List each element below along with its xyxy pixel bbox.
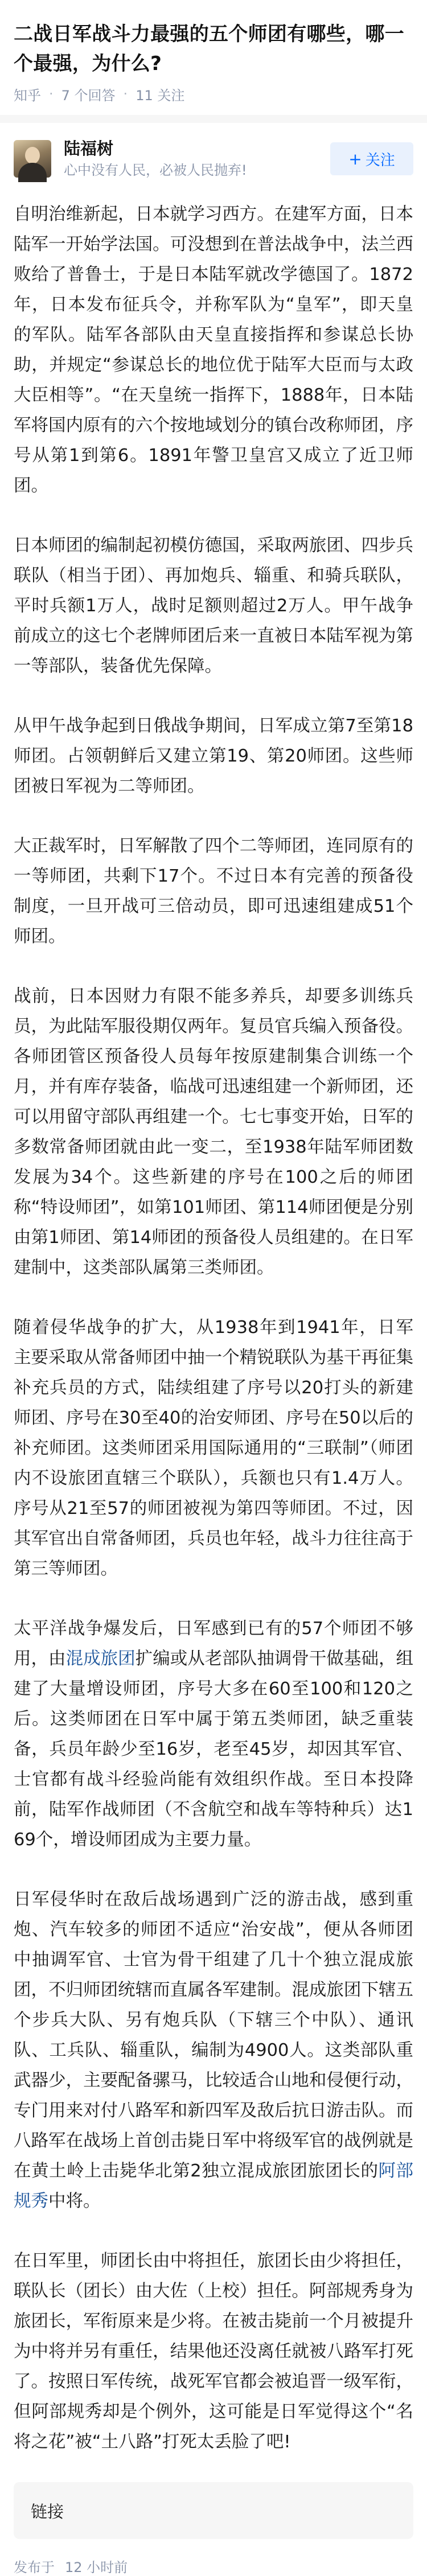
answer-count[interactable]: 7 个回答 — [61, 87, 116, 104]
meta-separator: · — [49, 86, 54, 102]
section-divider — [0, 115, 427, 123]
answer-paragraph: 战前，日本因财力有限不能多养兵，却要多训练兵员，为此陆军服役期仅两年。复员官兵编入预备役。各师团管区预备役人员每年按原建制集合训练一个月，并有库存装备，临战可迅速组建一个新师团，还可以用留守部队再组建一个。七七事变开始，日军的多数常备师团就由此一变二，至1938年陆军师团数发展为34个。这些新建的序号在100之后的师团称“特设师团”，如第101师团、第114师团便是分别由第1师团、第14师团的预备役人员组建的。在日军建制中，这类部队属第三类师团。 — [14, 986, 413, 1278]
answer-paragraph: 在日军里，师团长由中将担任，旅团长由少将担任，联队长（团长）由大佐（上校）担任。阿部规秀身为旅团长，军衔原来是少将。在被击毙前一个月被提升为中将并另有重任，结果他还没离任就被八路军打死了。按照日军传统，战死军官都会被追晋一级军衔，但阿部规秀却是个例外，这可能是日军觉得这个“名将之花”被“土八路”打死太丢脸了吧! — [14, 2251, 413, 2452]
answer-paragraph: 从甲午战争起到日俄战争期间，日军成立第7至第18师团。占领朝鲜后又建立第19、第20师团。这些师团被日军视为二等师团。 — [14, 716, 413, 796]
answer-paragraph: 大正裁军时，日军解散了四个二等师团，连同原有的一等师团，共剩下17个。不过日本有完善的预备役制度，一旦开战可三倍动员，即可迅速组建成51个师团。 — [14, 836, 413, 947]
inline-link[interactable]: 混成旅团 — [65, 1649, 136, 1669]
plus-icon: + — [348, 149, 362, 168]
follow-label: 关注 — [365, 151, 395, 169]
answer-content — [0, 199, 427, 2457]
question-header — [0, 0, 427, 104]
author-row — [0, 123, 427, 192]
avatar[interactable] — [14, 140, 51, 178]
question-title[interactable]: 二战日军战斗力最强的五个师团有哪些，哪一个最强，为什么? — [14, 23, 404, 75]
link-card-label: 链接 — [31, 2501, 64, 2521]
author-info — [64, 138, 330, 180]
answer-paragraph: 日本师团的编制起初模仿德国，采取两旅团、四步兵联队（相当于团）、再加炮兵、辎重、和骑兵联队，平时兵额1万人，战时足额则超过2万人。甲午战争前成立的这七个老牌师团后来一直被日本陆军视为第一等部队，装备优先保障。 — [14, 536, 413, 676]
author-bio: 心中没有人民，必被人民抛弃! — [64, 162, 247, 178]
publish-time: 12 小时前 — [65, 2559, 128, 2575]
avatar-body — [18, 163, 47, 182]
avatar-face — [25, 147, 40, 164]
source-label[interactable]: 知乎 — [14, 87, 41, 104]
follower-count[interactable]: 11 关注 — [136, 87, 185, 104]
answer-paragraph: 自明治维新起，日本就学习西方。在建军方面，日本陆军一开始学法国。可没想到在普法战争中，法兰西败给了普鲁士，于是日本陆军就改学德国了。1872年，日本发布征兵令，并称军队为“皇军”，即天皇的军队。陆军各部队由天皇直接指挥和参谋总长协助，并规定“参谋总长的地位优于陆军大臣而与太政大臣相等”。“在天皇统一指挥下，1888年，日本陆军将国内原有的六个按地域划分的镇台改称师团，序号从第1到第6。1891年警卫皇宫又成立了近卫师团。 — [14, 204, 413, 496]
follow-button[interactable] — [330, 142, 413, 175]
answer-paragraph: 日军侵华时在敌后战场遇到广泛的游击战，感到重炮、汽车较多的师团不适应“治安战”，便从各师团中抽调军官、士官为骨干组建了几十个独立混成旅团，不归师团统辖而直属各军建制。混成旅团下辖五个步兵大队、另有炮兵队（下辖三个中队）、通讯队、工兵队、辎重队，编制为4900人。这类部队重武器少，主要配备骡马，比较适合山地和侵便行动，专门用来对付八路军和新四军及敌后抗日游击队。而八路军在战场上首创击毙日军中将级军官的战例就是在黄土岭上击毙华北第2独立混成旅团旅团长的阿部规秀中将。 — [14, 1890, 414, 2211]
question-meta — [14, 84, 413, 104]
answer-paragraph: 随着侵华战争的扩大，从1938年到1941年，日军主要采取从常备师团中抽一个精锐联队为基干再征集补充兵员的方式，陆续组建了序号以20打头的新建师团、序号在30至40的治安师团、序号在50以后的补充师团。这类师团采用国际通用的“三联制”（师团内不设旅团直辖三个联队），兵额也只有1.4万人。序号从21至57的师团被视为第四等师团。不过，因其军官出自常备师团，兵员也年轻，战斗力往往高于第三等师团。 — [14, 1318, 413, 1579]
answer-footer — [14, 2556, 413, 2576]
inline-link[interactable]: 阿部规秀 — [14, 2161, 414, 2211]
publish-action: 发布于 — [14, 2559, 55, 2575]
meta-separator: · — [123, 86, 128, 102]
author-name[interactable]: 陆福树 — [64, 139, 114, 158]
answer-paragraph: 太平洋战争爆发后，日军感到已有的57个师团不够用，由混成旅团扩编或从老部队抽调骨干做基础，组建了大量增设师团，序号大多在60至100和120之后。这类师团在日军中属于第五类师团，缺乏重装备，兵员年龄少至16岁，老至45岁，却因其军官、士官都有战斗经验尚能有效组织作战。至日本投降前，陆军作战师团（不含航空和战车等特种兵）达169个，增设师团成为主要力量。 — [14, 1619, 414, 1850]
link-card[interactable] — [14, 2482, 413, 2539]
